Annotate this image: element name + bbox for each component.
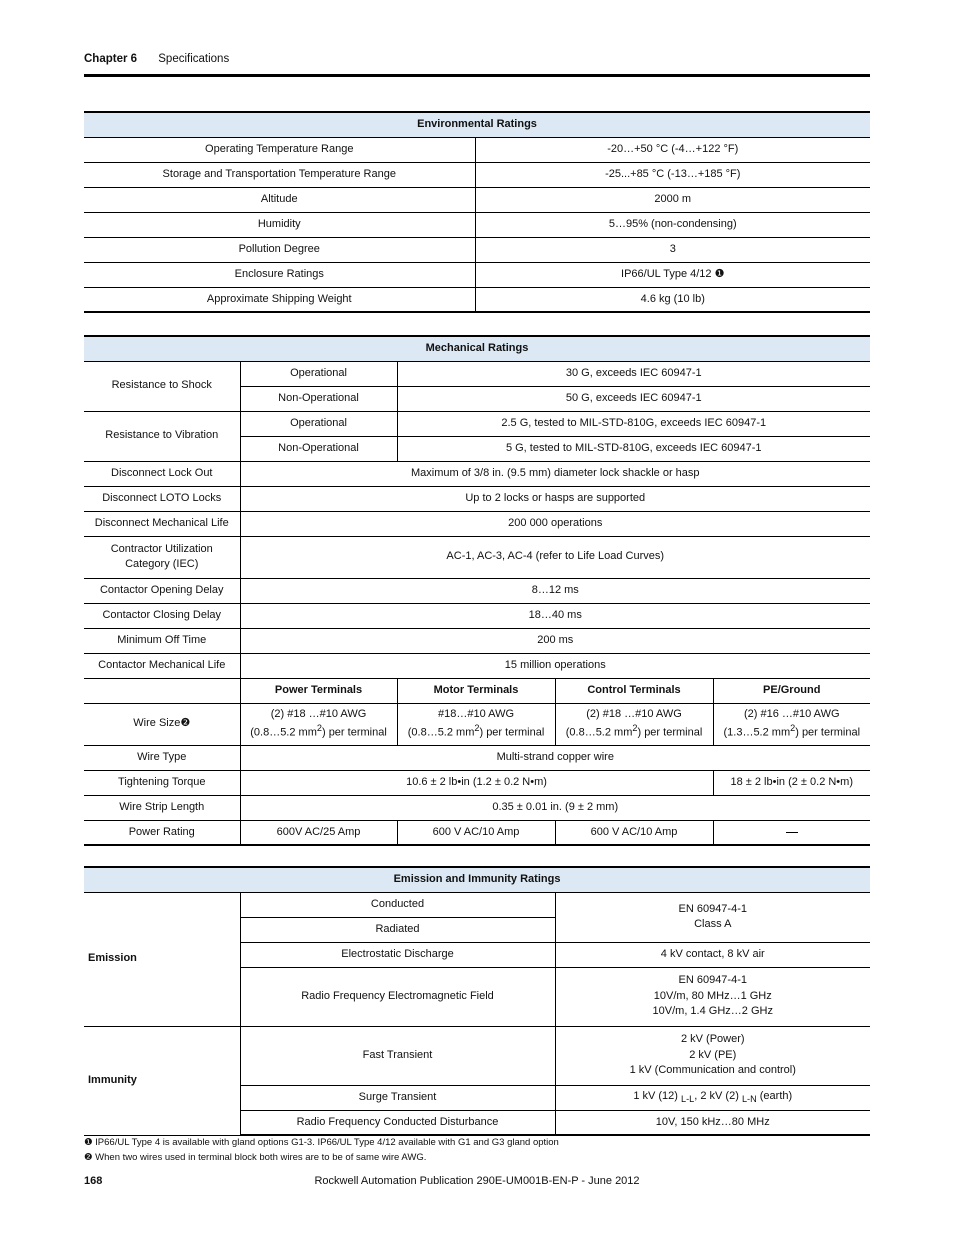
footnote: ❶ IP66/UL Type 4 is available with gland options G1-3. IP66/UL Type 4/12 available with G1 and G3 gland option (84, 1137, 559, 1148)
row-label: Radio Frequency Electromagnetic Field (240, 967, 555, 1026)
row-label: Contactor Opening Delay (84, 578, 240, 603)
row-label: Disconnect LOTO Locks (84, 486, 240, 511)
row-value: AC-1, AC-3, AC-4 (refer to Life Load Curves) (240, 536, 870, 578)
row-value: 0.35 ± 0.01 in. (9 ± 2 mm) (240, 795, 870, 820)
table-row (84, 461, 870, 486)
row-value: EN 60947-4-1 10V/m, 80 MHz…1 GHz 10V/m, 1.4 GHz…2 GHz (555, 967, 870, 1026)
page-number: 168 (84, 1175, 103, 1187)
wire-size-cell: (2) #16 …#10 AWG (1.3…5.2 $mm^2$) per terminal (713, 703, 870, 745)
row-value: 600 V AC/10 Amp (397, 820, 555, 845)
table-row (84, 511, 870, 536)
table-row (84, 703, 870, 745)
emission-immunity-table (84, 866, 870, 1136)
column-header: Control Terminals (555, 678, 713, 703)
row-value: 18…40 ms (240, 603, 870, 628)
row-label: Surge Transient (240, 1085, 555, 1110)
wire-size-cell: (2) #18 …#10 AWG (0.8…5.2 $mm^2$) per terminal (555, 703, 713, 745)
row-label: Contactor Closing Delay (84, 603, 240, 628)
row-value: 4 kV contact, 8 kV air (555, 942, 870, 967)
row-label: Wire Strip Length (84, 795, 240, 820)
row-label: Pollution Degree (84, 237, 475, 262)
row-value: 10V, 150 kHz…80 MHz (555, 1110, 870, 1135)
table-row (84, 212, 870, 237)
row-value: -25...+85 °C (-13…+185 °F) (475, 162, 870, 187)
row-value: 2000 m (475, 187, 870, 212)
environmental-ratings-table (84, 111, 870, 313)
row-value: 3 (475, 237, 870, 262)
row-label: Wire Type (84, 745, 240, 770)
row-label: Fast Transient (240, 1026, 555, 1085)
table-row (84, 603, 870, 628)
row-label: Power Rating (84, 820, 240, 845)
table-row (84, 628, 870, 653)
empty-cell (84, 678, 240, 703)
chapter-label: Chapter 6 (84, 53, 138, 65)
row-value: 18 ± 2 lb•in (2 ± 0.2 N•m) (713, 770, 870, 795)
wire-size-cell: (2) #18 …#10 AWG (0.8…5.2 $mm^2$) per terminal (240, 703, 397, 745)
column-header: Power Terminals (240, 678, 397, 703)
row-value: 30 G, exceeds IEC 60947-1 (397, 361, 870, 386)
row-label: Minimum Off Time (84, 628, 240, 653)
row-label: Radiated (240, 917, 555, 942)
table-row (84, 536, 870, 578)
row-label: Resistance to Shock (84, 361, 240, 411)
row-value: Maximum of 3/8 in. (9.5 mm) diameter lock shackle or hasp (240, 461, 870, 486)
table-row (84, 262, 870, 287)
terminal-header-row (84, 678, 870, 703)
row-value: 200 ms (240, 628, 870, 653)
table-row (84, 770, 870, 795)
row-value: 10.6 ± 2 lb•in (1.2 ± 0.2 N•m) (240, 770, 713, 795)
row-value: Up to 2 locks or hasps are supported (240, 486, 870, 511)
row-label: Conducted (240, 892, 555, 917)
row-value: 15 million operations (240, 653, 870, 678)
row-label: Disconnect Lock Out (84, 461, 240, 486)
table-row (84, 411, 870, 436)
sub-label: Operational (240, 361, 397, 386)
page-header (84, 53, 229, 65)
row-value: 50 G, exceeds IEC 60947-1 (397, 386, 870, 411)
row-label: Storage and Transportation Temperature Range (84, 162, 475, 187)
sub-label: Operational (240, 411, 397, 436)
table-row (84, 892, 870, 917)
row-value: IP66/UL Type 4/12 ❶ (475, 262, 870, 287)
table-row (84, 795, 870, 820)
footnotes (84, 1135, 559, 1165)
sub-label: Non-Operational (240, 436, 397, 461)
row-label: Contactor Mechanical Life (84, 653, 240, 678)
section-label: Specifications (158, 53, 230, 65)
row-value: 2.5 G, tested to MIL-STD-810G, exceeds IEC 60947-1 (397, 411, 870, 436)
header-rule (84, 74, 870, 77)
row-value: 600 V AC/10 Amp (555, 820, 713, 845)
table-row (84, 653, 870, 678)
row-label: Humidity (84, 212, 475, 237)
table-title: Mechanical Ratings (84, 336, 870, 361)
table-row (84, 578, 870, 603)
table-title: Environmental Ratings (84, 112, 870, 137)
row-label: Approximate Shipping Weight (84, 287, 475, 312)
table-row (84, 820, 870, 845)
row-value: 600V AC/25 Amp (240, 820, 397, 845)
group-label-emission: Emission (84, 892, 240, 1026)
row-value: 5…95% (non-condensing) (475, 212, 870, 237)
row-value (713, 820, 870, 845)
row-label: Altitude (84, 187, 475, 212)
table-row (84, 287, 870, 312)
column-header: PE/Ground (713, 678, 870, 703)
table-row (84, 237, 870, 262)
row-label: Operating Temperature Range (84, 137, 475, 162)
wire-size-cell: #18…#10 AWG (0.8…5.2 $mm^2$) per terminal (397, 703, 555, 745)
row-label: Resistance to Vibration (84, 411, 240, 461)
row-label: Electrostatic Discharge (240, 942, 555, 967)
table-row (84, 137, 870, 162)
row-value: 5 G, tested to MIL-STD-810G, exceeds IEC 60947-1 (397, 436, 870, 461)
group-label-immunity: Immunity (84, 1026, 240, 1135)
row-value: Multi-strand copper wire (240, 745, 870, 770)
mechanical-ratings-table (84, 335, 870, 846)
row-value: -20…+50 °C (-4…+122 °F) (475, 137, 870, 162)
row-label: Enclosure Ratings (84, 262, 475, 287)
column-header: Motor Terminals (397, 678, 555, 703)
table-title: Emission and Immunity Ratings (84, 867, 870, 892)
footnote: ❷ When two wires used in terminal block both wires are to be of same wire AWG. (84, 1152, 427, 1163)
table-row (84, 486, 870, 511)
row-value: 8…12 ms (240, 578, 870, 603)
dash-mark (786, 832, 798, 833)
publication-info: Rockwell Automation Publication 290E-UM001B-EN-P - June 2012 (314, 1175, 640, 1187)
row-value: 200 000 operations (240, 511, 870, 536)
row-label: Contractor Utilization Category (IEC) (84, 536, 240, 578)
row-label: Tightening Torque (84, 770, 240, 795)
row-value: 1 kV (12) $_{L-L}$, 2 kV (2) $_{L-N}$ (earth) (555, 1085, 870, 1110)
table-row (84, 361, 870, 386)
row-label: Wire Size❷ (84, 703, 240, 745)
table-row (84, 1026, 870, 1085)
table-row (84, 187, 870, 212)
row-label: Radio Frequency Conducted Disturbance (240, 1110, 555, 1135)
row-value: EN 60947-4-1 Class A (555, 892, 870, 942)
table-row (84, 745, 870, 770)
sub-label: Non-Operational (240, 386, 397, 411)
row-label: Disconnect Mechanical Life (84, 511, 240, 536)
table-row (84, 162, 870, 187)
row-value: 4.6 kg (10 lb) (475, 287, 870, 312)
row-value: 2 kV (Power) 2 kV (PE) 1 kV (Communication and control) (555, 1026, 870, 1085)
